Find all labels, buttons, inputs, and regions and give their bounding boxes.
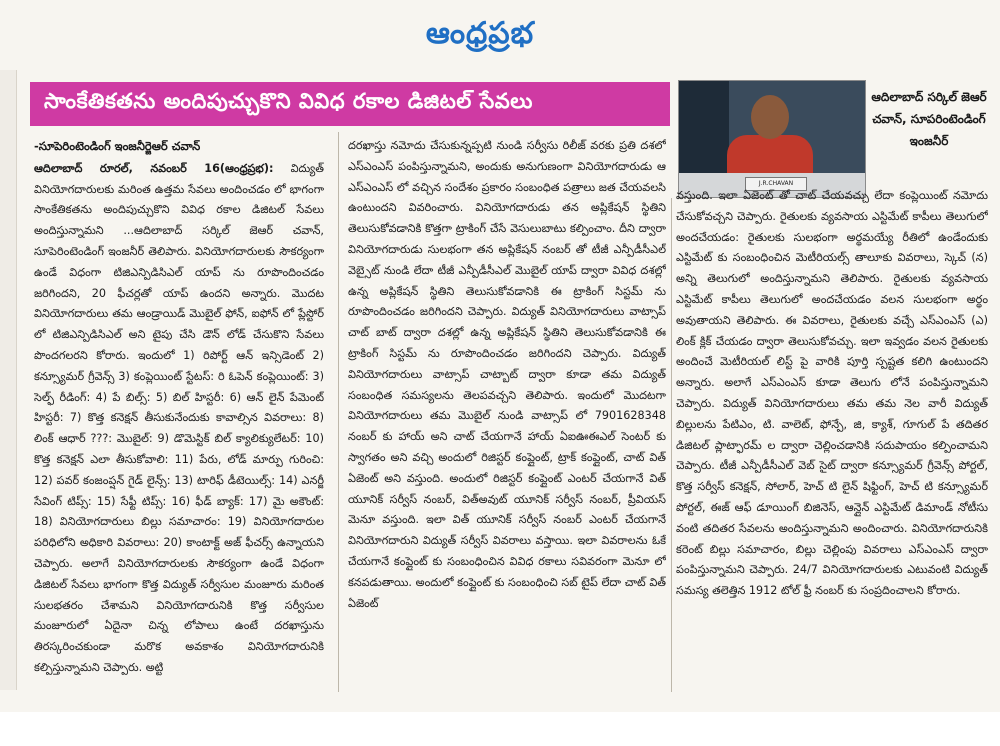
column-divider xyxy=(671,198,672,692)
article-column-3 xyxy=(676,186,988,746)
article-column-2 xyxy=(348,136,666,696)
adjacent-page-edge xyxy=(0,70,17,690)
photo-person-head xyxy=(751,95,789,139)
official-photo xyxy=(678,80,866,198)
column-divider xyxy=(338,132,339,692)
article-paragraph xyxy=(34,159,324,679)
headline: సాంకేతికతను అందిపుచ్చుకొని వివిధ రకాల డిజిటల్ సేవలు xyxy=(44,89,533,113)
article-text-col2: దరఖాస్తు నమోదు చేసుకున్నప్పటి నుండి సర్వీసు రిలీజ్ వరకు ప్రతి దశలో ఎస్ఎంఎస్ పంపిస్తున్నామని, అందుకు అనుగుణంగా వినియోగదారుడు ఆ ఎస్ఎంఎస్ లో వచ్చిన సందేశం ప్రకారం సంబంధిత పత్రాలు జత చేయవలసి ఉంటుందని వివరించారు. వినియోగదారుడు తన అప్లికేషన్ స్థితిని తెలుసుకోవడానికి కొత్తగా ట్రాకింగ్ చేసే వెసులుబాటు కల్పించాం. దీని ద్వారా వినియోగదారుడు సులభంగా తన అప్లికేషన్ నంబర్ తో టీజీ ఎన్పీడీసీఎల్ వెబ్సైట్ నుండి లేదా టీజీ ఎన్పీడీసీఎల్ మొబైల్ యాప్ ద్వారా వివిధ దశల్లో ఉన్న అప్లికేషన్ స్థితిని తెలుసుకోవడానికి ఈ ట్రాకింగ్ సిస్టమ్ ను రూపొందించడం జరిగిందని చెప్పారు. విద్యుత్ వినియోగదారులు వాట్సాప్ చాట్ బాట్ ద్వారా దశల్లో ఉన్న అప్లికేషన్ స్థితిని తెలుసుకోవడానికి ఈ ట్రాకింగ్ సిస్టమ్ ను రూపొందించడం జరిగిందని చెప్పారు. విద్యుత్ వినియోగదారులు వాట్సాప్ చాట్బాట్ ద్వారా కూడా తమ విద్యుత్ సంబంధిత సమస్యలను తెలపవచ్చని తెలిపారు. ఇందులో మొదటగా వినియోగదారులు తమ మొబైల్ నుండి వాట్సాప్ లో 7901628348 నంబర్ కు హాయ్ అని చాట్ చేయగానే హాయ్ ఏఐఊఈఎల్ సెంటర్ కు స్వాగతం అని వచ్చి అందులో రిజిస్టర్ కంప్లైంట్, ట్రాక్ కంప్లైంట్, చాట్ విత్ ఏజెంట్ అని వస్తుంది. అందులో రిజిస్టర్ కంప్లైంట్ ఎంటర్ చేయగానే విత్ యూనిక్ సర్వీస్ నంబర్, విత్అవుట్ యూనిక్ సర్వీస్ నంబర్, ప్రీవియస్ మెనూ వస్తుంది. ఇలా విత్ యూనిక్ సర్వీస్ నంబర్ ఎంటర్ చేయగానే వినియోగదారుని విద్యుత్ సర్వీస్ వివరాలు వస్తాయి. ఇలా వివరాలను ఓకే చేయగానే కంప్లైంట్ కు సంబంధించిన వివిధ రకాలు సవివరంగా మెనూ లో కనపడుతాయి. అందులో కంప్లైంట్ కు సంబంధించి సబ్ టైప్ లేదా చాట్ విత్ ఏజెంట్ xyxy=(348,139,666,610)
article-text-col3: వస్తుంది. ఇలా ఏజెంట్ తో చాట్ చేయవచ్చు లేదా కంప్లెయింట్ నమోదు చేసుకోవచ్చని చెప్పారు. రైతులకు వ్యవసాయ ఎస్టిమేట్ కాపీలు తెలుగులో అందచేయడం: రైతులకు సులభంగా అర్థమయ్యే రీతిలో ఉండేందుకు ఎస్టిమేట్ కు సంబంధించిన మెటీరియల్స్ తాలూకు వివరాలు, స్కెచ్ (న) అన్ని తెలుగులో అందిస్తున్నామని తెలిపారు. రైతులకు వ్యవసాయ ఎస్టిమేట్ కాపీలు తెలుగులో అందచేయడం వలన సులభంగా అర్థం అవుతాయని తెలిపారు. ఈ వివరాలు, రైతులకు వచ్చే ఎస్ఎంఎస్ (ఎ) లింక్ క్లిక్ చేయడం ద్వారా తెలుసుకోవచ్చు. ఇలా ఇవ్వడం వలన రైతులకు అందించే మెటీరియల్ లిస్ట్ పై వారికి పూర్తి స్పష్టత కలిగి ఉంటుందని అన్నారు. అలాగే ఎస్ఎంఎస్ కూడా తెలుగు లోనే పంపిస్తున్నామని చెప్పారు. విద్యుత్ వినియోగదారులు తమ తమ నెల వారీ విద్యుత్ బిల్లులను పేటిఎం, టి. వాలెట్, ఫోన్పే, జి, క్యాశ్, గూగుల్ పే తదితర డిజిటల్ ప్లాట్ఫారమ్ ల ద్వారా చెల్లించడానికి సదుపాయం కల్పించామని చెప్పారు. టీజీ ఎన్పీడీసీఎల్ వెబ్ సైట్ ద్వారా కన్స్యూమర్ గ్రీవెన్స్ పోర్టల్, కొత్త సర్వీస్ కనెక్షన్, సోలార్, హెచ్ టి లైన్ షిఫ్టింగ్, హెచ్ టి కన్స్యూమర్ పోర్టల్, ఈజ్ ఆఫ్ డూయింగ్ బిజినెస్, ఆన్లైన్ ఎస్టిమేట్ డిమాండ్ నోటీసు వంటి తదితర సేవలను అందిస్తున్నామని అందించారు. వినియోగదారునికి కరెంట్ బిల్లు సమాచారం, బిల్లు చెల్లింపు వివరాలు ఎస్ఎంఎస్ ద్వారా పంపిస్తున్నామని చెప్పారు. 24/7 వినియోగదారులకు ఎటువంటి విద్యుత్ సమస్య తలెత్తిన 1912 టోల్ ఫ్రీ నంబర్ కు సంప్రదించాలని కోరారు. xyxy=(676,189,988,598)
article-column-1 xyxy=(34,136,324,696)
photo-caption: ఆదిలాబాద్ సర్కిల్ జెఆర్ చవాన్, సూపరింటెండింగ్ ఇంజనీర్ xyxy=(871,90,987,148)
article-text-col1: విద్యుత్ వినియోగదారులకు మరింత ఉత్తమ సేవలు అందించడం లో భాగంగా సాంకేతికతను అందిపుచ్చుకొని వివిధ రకాల డిజిటల్ సేవలు అందిస్తున్నామని ...ఆదిలాబాద్ సర్కిల్ జెఆర్ చవాన్, సూపెరింటెండింగ్ ఇంజనీర్ తెలిపారు. వినియోగదారులకు సౌకర్యంగా ఉండే విధంగా టిజిఎన్పిడిసిఎల్ యాప్ ను రూపొందించడం జరిగిందని, 20 ఫీచర్లతో యాప్ ఉందని అన్నారు. మొదట వినియోగదారులు తమ ఆండ్రాయిడ్ మొబైల్ ఫోన్, ఐఫోన్ లో ప్లేస్టోర్ లో టిజిఎన్పిడిసిఎల్ అని టైపు చేసి డౌన్ లోడ్ చేసుకొని సేవలు పొందగలరని కోరారు. ఇందులో 1) రిపోర్ట్ ఆన్ ఇన్సిడెంట్ 2) కన్స్యూమర్ గ్రీవెన్స్ 3) కంప్లెయింట్ స్టేటస్: రి ఓపెన్ కంప్లెయింట్: 3) సెల్ఫ్ రీడింగ్: 4) పే బిల్స్: 5) బిల్ హిస్టరీ: 6) ఆన్ లైన్ పేమెంట్ హిస్టరీ: 7) కొత్త కనెక్షన్ తీసుకునేందుకు కావాల్సిన వివరాలు: 8) లింక్ ఆధార్ ???: మొబైల్: 9) డొమెస్టిక్ బిల్ క్యాలిక్యులేటర్: 10) కొత్త కనెక్షన్ ఎలా తీసుకోవాలి: 11) పేరు, లోడ్ మార్పు గురించి: 12) పవర్ కంజంప్షన్ గైడ్ లైన్స్: 13) టారిఫ్ డీటెయిల్స్: 14) ఎనర్జీ సేవింగ్ టిప్స్: 15) సేఫ్టీ టిప్స్: 16) ఫీడ్ బ్యాక్: 17) మై అకౌంట్: 18) వినియోగదారులు బిల్లు సమాచారం: 19) వినియోగదారుల పరిధిలోని అధికారి వివరాలు: 20) కాంటాక్ట్ అజ్ ఫీచర్స్ ఉన్నాయని చెప్పారు. అలాగే వినియోగదారులకు సౌకర్యంగా ఉండే విధంగా డిజిటల్ సేవలు భాగంగా కొత్త విద్యుత్ సర్వీసుల మంజూరు మరింత సులభతరం చేశామని వినియోగదారునికి కొత్త సర్వీసుల మంజూరులో ఏదైనా చిన్న లోపాలు ఉంటే దరఖాస్తును తిరస్కరించకుండా మరొక అవకాశం వినియోగదారునికి కల్పిస్తున్నామని చెప్పారు. అట్టి xyxy=(34,161,324,674)
dateline: ఆదిలాబాద్ రూరల్, నవంబర్ 16(ఆంధ్రప్రభ): xyxy=(34,161,274,175)
byline: -సూపెరింటెండింగ్ ఇంజనీర్జెఆర్ చవాన్ xyxy=(34,139,201,153)
headline-banner xyxy=(30,82,670,126)
photo-nameplate: J.R.CHAVAN xyxy=(745,177,807,191)
masthead xyxy=(380,14,580,60)
masthead-logo: ఆంధ్రప్రభ xyxy=(425,16,535,51)
